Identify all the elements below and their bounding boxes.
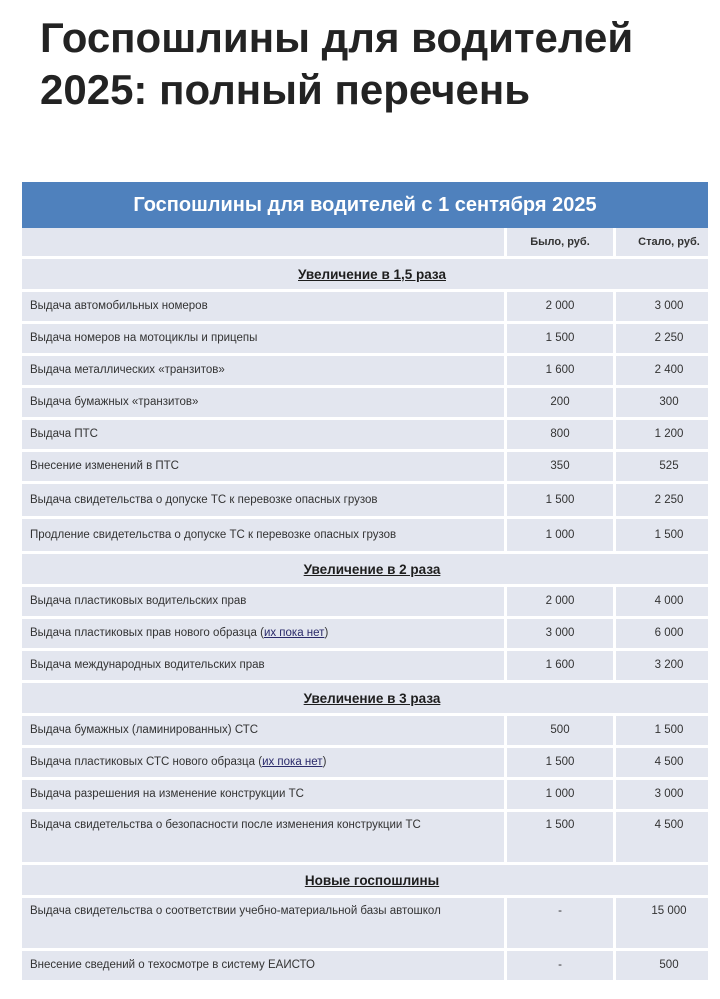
old-fee: 3 000 [506,618,615,650]
column-header-new: Стало, руб. [615,228,720,258]
new-fee: 2 250 [615,483,720,518]
new-fee: 3 200 [615,650,720,682]
old-fee: 1 500 [506,323,615,355]
new-fee: 15 000 [615,897,720,950]
table-row [22,419,720,451]
new-fee: 4 500 [615,811,720,864]
new-fee: 4 000 [615,586,720,618]
service-name [22,618,506,650]
new-fee: 3 000 [615,291,720,323]
service-name-text: Выдача пластиковых прав нового образца ( [30,627,264,639]
table-row [22,811,720,864]
old-fee: 350 [506,451,615,483]
old-fee: 500 [506,715,615,747]
table-row [22,483,720,518]
service-name [22,897,506,950]
section-heading: Увеличение в 3 раза [22,682,720,715]
section-header-row [22,682,720,715]
service-name-text: Внесение сведений о техосмотре в систему ЕАИСТО [30,959,315,971]
column-header-service [22,228,506,258]
column-header-old: Было, руб. [506,228,615,258]
service-name-text: Внесение изменений в ПТС [30,460,179,472]
table-row [22,586,720,618]
service-name-text: Выдача пластиковых СТС нового образца ( [30,756,263,768]
service-name-text: Выдача свидетельства о безопасности после изменения конструкции ТС [30,819,421,831]
section-heading: Увеличение в 1,5 раза [22,258,720,291]
old-fee: 1 000 [506,779,615,811]
service-name [22,811,506,864]
service-name-text: Выдача пластиковых водительских прав [30,595,247,607]
table-row [22,650,720,682]
old-fee: 1 000 [506,518,615,553]
section-heading: Новые госпошлины [22,864,720,897]
service-name [22,355,506,387]
service-name [22,387,506,419]
service-name-text: Продление свидетельства о допуске ТС к перевозке опасных грузов [30,528,397,541]
service-name-text: Выдача бумажных (ламинированных) СТС [30,724,259,736]
service-name [22,715,506,747]
service-name [22,650,506,682]
service-name [22,483,506,518]
new-fee: 2 250 [615,323,720,355]
table-row [22,618,720,650]
service-name [22,419,506,451]
old-fee: - [506,897,615,950]
service-name-text: Выдача бумажных «транзитов» [30,396,199,408]
table-row [22,897,720,950]
old-fee: 800 [506,419,615,451]
service-name-end: ) [322,756,327,768]
new-fee: 2 400 [615,355,720,387]
service-name-text: Выдача свидетельства о соответствии учебно-материальной базы автошкол [30,905,441,917]
section-header-row [22,258,720,291]
table-row [22,451,720,483]
old-fee: 1 500 [506,483,615,518]
new-fee: 525 [615,451,720,483]
service-name-text: Выдача металлических «транзитов» [30,364,225,376]
availability-note: их пока нет [262,756,323,768]
table-row [22,518,720,553]
old-fee: 1 500 [506,747,615,779]
availability-note: их пока нет [263,627,325,639]
table-row [22,715,720,747]
page-title: Госпошлины для водителей 2025: полный перечень [40,14,634,113]
fees-grid [22,228,720,983]
old-fee: 1 600 [506,355,615,387]
table-row [22,779,720,811]
service-name [22,747,506,779]
new-fee: 3 000 [615,779,720,811]
service-name-text: Выдача номеров на мотоциклы и прицепы [30,332,258,344]
column-header-row [22,228,720,258]
section-header-row [22,553,720,586]
table-row [22,387,720,419]
table-row [22,291,720,323]
table-row [22,355,720,387]
service-name-text: Выдача международных водительских прав [30,659,265,671]
new-fee: 4 500 [615,747,720,779]
table-row [22,747,720,779]
service-name [22,586,506,618]
table-title: Госпошлины для водителей с 1 сентября 2025 [22,182,708,228]
service-name [22,518,506,553]
table-row [22,950,720,982]
service-name-text: Выдача свидетельства о допуске ТС к перевозке опасных грузов [30,493,378,506]
new-fee: 500 [615,950,720,982]
table-row [22,323,720,355]
old-fee: - [506,950,615,982]
new-fee: 6 000 [615,618,720,650]
old-fee: 2 000 [506,586,615,618]
fees-table [22,182,708,983]
service-name [22,779,506,811]
old-fee: 1 600 [506,650,615,682]
service-name [22,950,506,982]
new-fee: 1 500 [615,715,720,747]
section-header-row [22,864,720,897]
service-name [22,323,506,355]
new-fee: 1 500 [615,518,720,553]
new-fee: 300 [615,387,720,419]
service-name [22,291,506,323]
section-heading: Увеличение в 2 раза [22,553,720,586]
new-fee: 1 200 [615,419,720,451]
old-fee: 200 [506,387,615,419]
service-name-text: Выдача автомобильных номеров [30,300,208,312]
old-fee: 1 500 [506,811,615,864]
service-name-text: Выдача ПТС [30,428,98,440]
service-name [22,451,506,483]
service-name-text: Выдача разрешения на изменение конструкции ТС [30,788,304,800]
service-name-end: ) [324,627,329,639]
old-fee: 2 000 [506,291,615,323]
